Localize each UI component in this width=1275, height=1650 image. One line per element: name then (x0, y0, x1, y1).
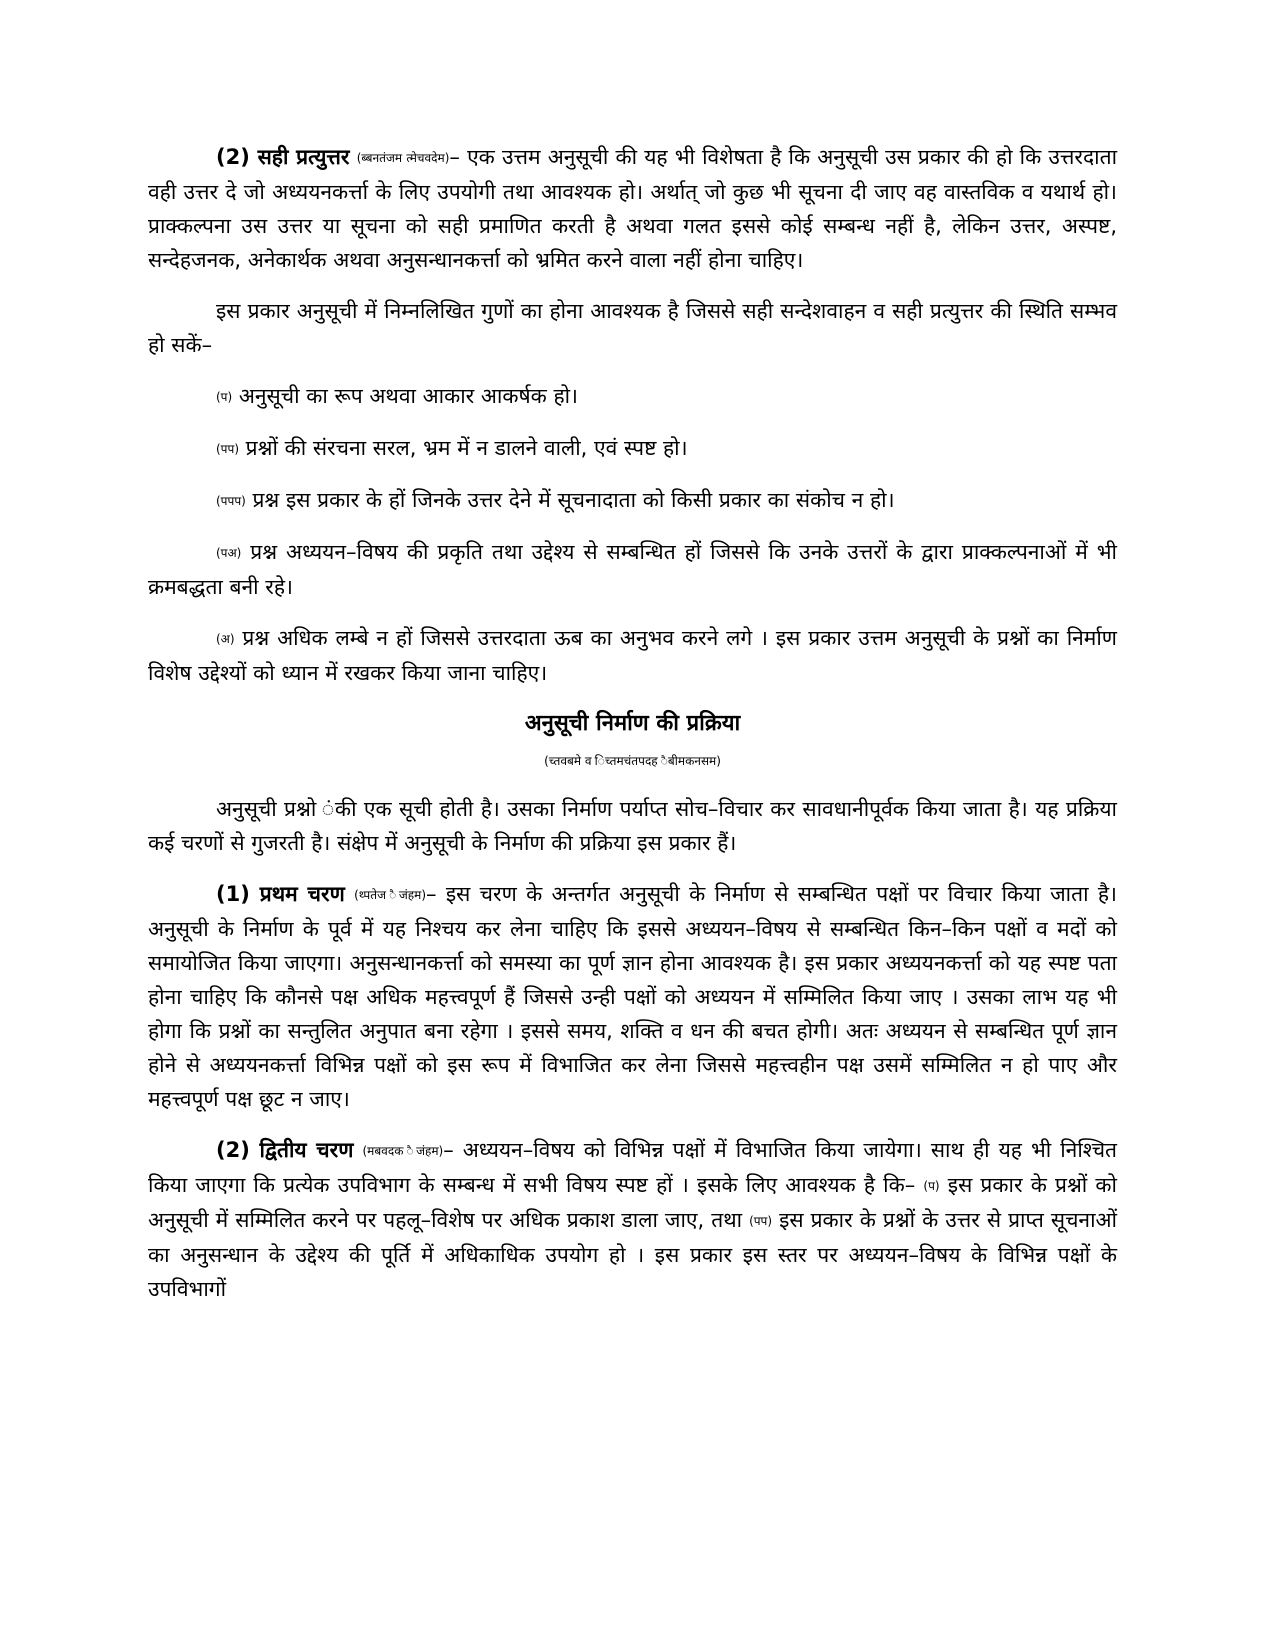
paragraph-text: – अध्ययन–विषय को विभिन्न पक्षों में विभाजित किया जायेगा। साथ ही यह भी निश्चित किया जाएगा कि प्रत्येक उपविभाग के सम्बन्ध में सभी विषय स्पष्ट हों । इसके लिए आवश्यक है कि– (148, 1138, 1117, 1197)
paragraph-text: इस प्रकार के प्रश्नों के उत्तर से प्राप्त सूचनाओं का अनुसन्धान के उद्देश्य की पूर्ति में अधिकाधिक उपयोग हो । इस प्रकार इस स्तर पर अध्ययन–विषय के विभिन्न पक्षों के उपविभागों (148, 1208, 1117, 1301)
paragraph-correct-response (148, 140, 1117, 277)
list-marker: (पप) (749, 1214, 773, 1228)
list-item (148, 483, 1117, 518)
list-item (148, 379, 1117, 414)
paragraph-process-intro: अनुसूची प्रश्नो ंकी एक सूची होती है। उसका निर्माण पर्याप्त सोच–विचार कर सावधानीपूर्वक किया जाता है। यह प्रक्रिया कई चरणों से गुजरती है। संक्षेप में अनुसूची के निर्माण की प्रक्रिया इस प्रकार हैं। (148, 797, 1117, 855)
garbled-english-term: (मबवदक ैजंहम) (362, 1144, 444, 1158)
paragraph-first-stage (148, 877, 1117, 1116)
paragraph-text: – इस चरण के अन्तर्गत अनुसूची के निर्माण से सम्बन्धित पक्षों पर विचार किया जाता है। अनुसूची के निर्माण के पूर्व में यह निश्चय कर लेना चाहिए कि इससे अध्ययन–विषय से सम्बन्धित किन–किन पक्षों व मदों को समायोजित किया जाएगा। अनुसन्धानकर्त्ता को समस्या का पूर्ण ज्ञान होना आवश्यक है। इस प्रकार अध्ययनकर्त्ता को यह स्पष्ट पता होना चाहिए कि कौनसे पक्ष अधिक महत्त्वपूर्ण हैं जिससे उन्ही पक्षों को अध्ययन में सम्मिलित किया जाए । उसका लाभ यह भी होगा कि प्रश्नों का सन्तुलित अनुपात बना रहेगा । इससे समय, शक्ति व धन की बचत होगी। अतः अध्ययन से सम्बन्धित पूर्ण ज्ञान होने से अध्ययनकर्त्ता विभिन्न पक्षों को इस रूप में विभाजित कर लेना जिससे महत्त्वहीन पक्ष उसमें सम्मिलित न हो पाए और महत्त्वपूर्ण पक्ष छूट न जाए। (148, 882, 1117, 1111)
paragraph-text: इस प्रकार के प्रश्नों को अनुसूची में सम्मिलित करने पर पहलू–विशेष पर अधिक प्रकाश डाला जाए, तथा (148, 1173, 1117, 1232)
list-item (148, 535, 1117, 604)
list-item-text: अनुसूची का रूप अथवा आकार आकर्षक हो। (232, 384, 578, 408)
list-item-text: प्रश्न इस प्रकार के हों जिनके उत्तर देने में सूचनादाता को किसी प्रकार का संकोच न हो। (245, 488, 895, 512)
list-item (148, 431, 1117, 466)
section-subheading (148, 743, 1117, 778)
paragraph-second-stage (148, 1133, 1117, 1306)
section-label: (1) प्रथम चरण (216, 882, 345, 906)
list-marker: (प) (923, 1179, 940, 1193)
list-item (148, 621, 1117, 690)
list-item-text: प्रश्न अध्ययन–विषय की प्रकृति तथा उद्देश्य से सम्बन्धित हों जिससे कि उनके उत्तरों के द्वारा प्राक्कल्पनाओं में भी क्रमबद्धता बनी रहे। (148, 540, 1117, 599)
list-marker: (पपप) (216, 494, 246, 508)
section-label: (2) द्वितीय चरण (216, 1138, 354, 1162)
list-marker: (अ) (216, 632, 235, 646)
garbled-english-term: (थ्पतेज ैजंहम) (354, 888, 426, 902)
section-heading: अनुसूची निर्माण की प्रक्रिया (524, 711, 741, 736)
garbled-english-term: (ब्बनतंजम त्मेचवदेम) (356, 151, 450, 165)
list-item-text: प्रश्नों की संरचना सरल, भ्रम में न डालने वाली, एवं स्पष्ट हो। (239, 436, 688, 460)
list-item-text: प्रश्न अधिक लम्बे न हों जिससे उत्तरदाता ऊब का अनुभव करने लगे । इस प्रकार उत्तम अनुसूची के प्रश्नों का निर्माण विशेष उद्देश्यों को ध्यान में रखकर किया जाना चाहिए। (148, 626, 1117, 685)
list-marker: (पप) (216, 442, 239, 456)
garbled-english-term: (च्तवबमे व िच्तमचंतपदह ैबीमकनसम) (544, 754, 721, 768)
paragraph-text: – एक उत्तम अनुसूची की यह भी विशेषता है कि अनुसूची उस प्रकार की हो कि उत्तरदाता वही उत्तर दे जो अध्ययनकर्त्ता के लिए उपयोगी तथा आवश्यक हो। अर्थात् जो कुछ भी सूचना दी जाए वह वास्तविक व यथार्थ हो। प्राक्कल्पना उस उत्तर या सूचना को सही प्रमाणित करती है अथवा गलत इससे कोई सम्बन्ध नहीं है, लेकिन उत्तर, अस्पष्ट, सन्देहजनक, अनेकार्थक अथवा अनुसन्धानकर्त्ता को भ्रमित करने वाला नहीं होना चाहिए। (148, 145, 1118, 272)
section-label: (2) सही प्रत्युत्तर (216, 145, 350, 169)
list-marker: (प) (216, 390, 233, 404)
paragraph-qualities-intro: इस प्रकार अनुसूची में निम्नलिखित गुणों का होना आवश्यक है जिससे सही सन्देशवाहन व सही प्रत्युत्तर की स्थिति सम्भव हो सकें– (148, 299, 1117, 357)
list-marker: (पअ) (216, 546, 242, 560)
